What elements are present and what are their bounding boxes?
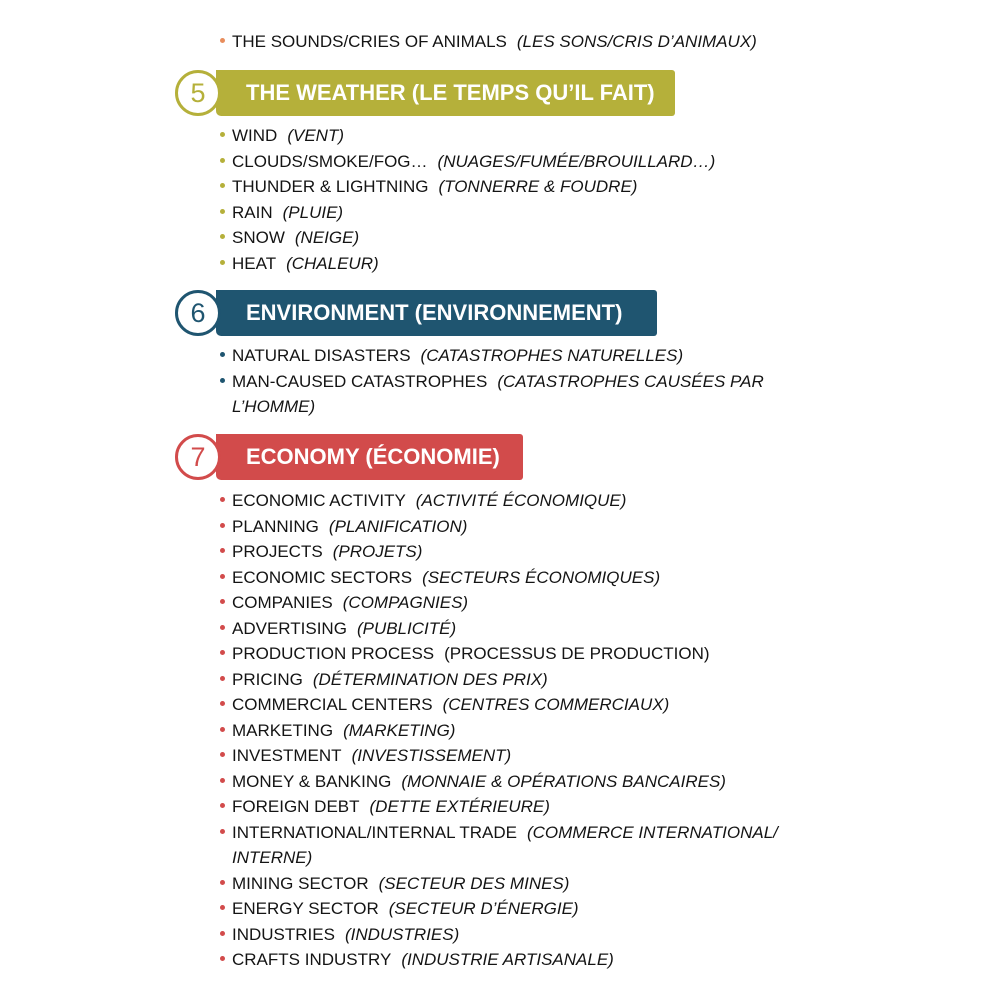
list-item (220, 29, 757, 55)
bullet-icon (220, 132, 225, 137)
bullet-icon (220, 905, 225, 910)
item-french-continued: INTERNE) (232, 848, 313, 867)
item-english: PLANNING (232, 516, 319, 536)
item-english: ECONOMIC ACTIVITY (232, 491, 406, 510)
bullet-icon (220, 38, 225, 43)
item-french: (INDUSTRIE ARTISANALE) (401, 950, 614, 969)
item-english: MARKETING (232, 720, 334, 740)
bullet-icon (220, 523, 225, 528)
item-french: (CENTRES COMMERCIAUX) (442, 695, 670, 714)
section-number-badge: 5 (175, 70, 221, 116)
item-french: (DETTE EXTÉRIEURE) (369, 797, 550, 816)
bullet-icon (220, 650, 225, 655)
item-english: SNOW (232, 228, 285, 247)
item-french: (INVESTISSEMENT) (351, 746, 512, 765)
bullet-icon (220, 574, 225, 579)
list-item (220, 369, 820, 420)
list-item (220, 641, 710, 667)
item-french: (CATASTROPHES NATURELLES) (420, 346, 684, 365)
list-item (220, 174, 637, 200)
list-item (220, 251, 379, 277)
list-item (220, 514, 467, 540)
list-item (220, 794, 550, 820)
item-english: ECONOMIC SECTORS (232, 567, 413, 587)
bullet-icon (220, 352, 225, 357)
item-french: (NUAGES/FUMÉE/BROUILLARD…) (437, 151, 716, 171)
item-english: MINING SECTOR (232, 873, 369, 893)
bullet-icon (220, 752, 225, 757)
item-english: ADVERTISING (232, 618, 347, 638)
section-title: ENVIRONMENT (ENVIRONNEMENT) (222, 290, 657, 336)
item-french-continued: L’HOMME) (232, 397, 316, 416)
item-english: WIND (232, 126, 278, 145)
item-french: (SECTEUR DES MINES) (378, 873, 570, 893)
list-item (220, 200, 343, 226)
bullet-icon (220, 701, 225, 706)
bullet-icon (220, 829, 225, 834)
item-english: PRODUCTION PROCESS (232, 644, 435, 663)
section-title: ECONOMY (ÉCONOMIE) (222, 434, 523, 480)
item-english: THUNDER & LIGHTNING (232, 177, 429, 196)
bullet-icon (220, 260, 225, 265)
item-french: (PUBLICITÉ) (356, 618, 457, 638)
list-item (220, 692, 669, 718)
item-french: (DÉTERMINATION DES PRIX) (312, 669, 548, 689)
item-english: ENERGY SECTOR (232, 899, 379, 918)
item-english: INTERNATIONAL/INTERNAL TRADE (232, 822, 517, 842)
list-item (220, 539, 422, 565)
item-french: (MARKETING) (343, 720, 456, 740)
item-french: (CHALEUR) (286, 253, 379, 273)
bullet-icon (220, 234, 225, 239)
bullet-icon (220, 676, 225, 681)
bullet-icon (220, 378, 225, 383)
list-item (220, 922, 459, 948)
bullet-icon (220, 778, 225, 783)
item-french: (MONNAIE & OPÉRATIONS BANCAIRES) (401, 771, 726, 791)
list-item (220, 820, 820, 871)
item-french: (PLUIE) (282, 202, 344, 222)
list-item (220, 947, 614, 973)
list-item (220, 896, 579, 922)
list-item (220, 149, 715, 175)
list-item (220, 123, 344, 149)
item-english: THE SOUNDS/CRIES OF ANIMALS (232, 32, 507, 51)
list-item (220, 225, 359, 251)
bullet-icon (220, 599, 225, 604)
item-french: (PROJETS) (332, 542, 423, 561)
item-english: COMPANIES (232, 593, 333, 612)
list-item (220, 667, 548, 693)
item-english: PRICING (232, 669, 303, 689)
bullet-icon (220, 209, 225, 214)
item-english: RAIN (232, 202, 273, 222)
bullet-icon (220, 727, 225, 732)
list-item (220, 871, 569, 897)
item-french: (PROCESSUS DE PRODUCTION) (444, 644, 710, 663)
item-english: MONEY & BANKING (232, 771, 392, 791)
item-french: (COMMERCE INTERNATIONAL/ (526, 822, 778, 842)
section-number-badge: 7 (175, 434, 221, 480)
list-item (220, 343, 683, 369)
item-french: (INDUSTRIES) (344, 924, 460, 944)
bullet-icon (220, 880, 225, 885)
bullet-icon (220, 625, 225, 630)
list-item (220, 743, 511, 769)
item-french: (ACTIVITÉ ÉCONOMIQUE) (415, 491, 627, 510)
list-item (220, 616, 456, 642)
item-english: CRAFTS INDUSTRY (232, 950, 392, 969)
item-french: (LES SONS/CRIS D’ANIMAUX) (516, 32, 757, 51)
item-french: (VENT) (287, 126, 344, 145)
item-english: PROJECTS (232, 542, 323, 561)
bullet-icon (220, 956, 225, 961)
bullet-icon (220, 803, 225, 808)
item-english: INVESTMENT (232, 746, 342, 765)
item-french: (PLANIFICATION) (328, 516, 468, 536)
bullet-icon (220, 183, 225, 188)
list-item (220, 488, 626, 514)
bullet-icon (220, 497, 225, 502)
item-french: (SECTEURS ÉCONOMIQUES) (422, 567, 661, 587)
list-item (220, 590, 468, 616)
item-french: (SECTEUR D’ÉNERGIE) (388, 899, 579, 918)
item-french: (TONNERRE & FOUDRE) (438, 177, 638, 196)
item-english: COMMERCIAL CENTERS (232, 695, 433, 714)
item-french: (NEIGE) (294, 228, 360, 247)
item-english: FOREIGN DEBT (232, 797, 360, 816)
item-french: (CATASTROPHES CAUSÉES PAR (497, 371, 764, 391)
item-english: MAN-CAUSED CATASTROPHES (232, 371, 488, 391)
section-title: THE WEATHER (LE TEMPS QU’IL FAIT) (222, 70, 675, 116)
bullet-icon (220, 548, 225, 553)
list-item (220, 769, 726, 795)
item-english: INDUSTRIES (232, 924, 335, 944)
bullet-icon (220, 158, 225, 163)
item-french: (COMPAGNIES) (342, 593, 469, 612)
list-item (220, 565, 660, 591)
item-english: HEAT (232, 253, 277, 273)
list-item (220, 718, 455, 744)
section-number-badge: 6 (175, 290, 221, 336)
item-english: NATURAL DISASTERS (232, 346, 411, 365)
bullet-icon (220, 931, 225, 936)
item-english: CLOUDS/SMOKE/FOG… (232, 151, 428, 171)
